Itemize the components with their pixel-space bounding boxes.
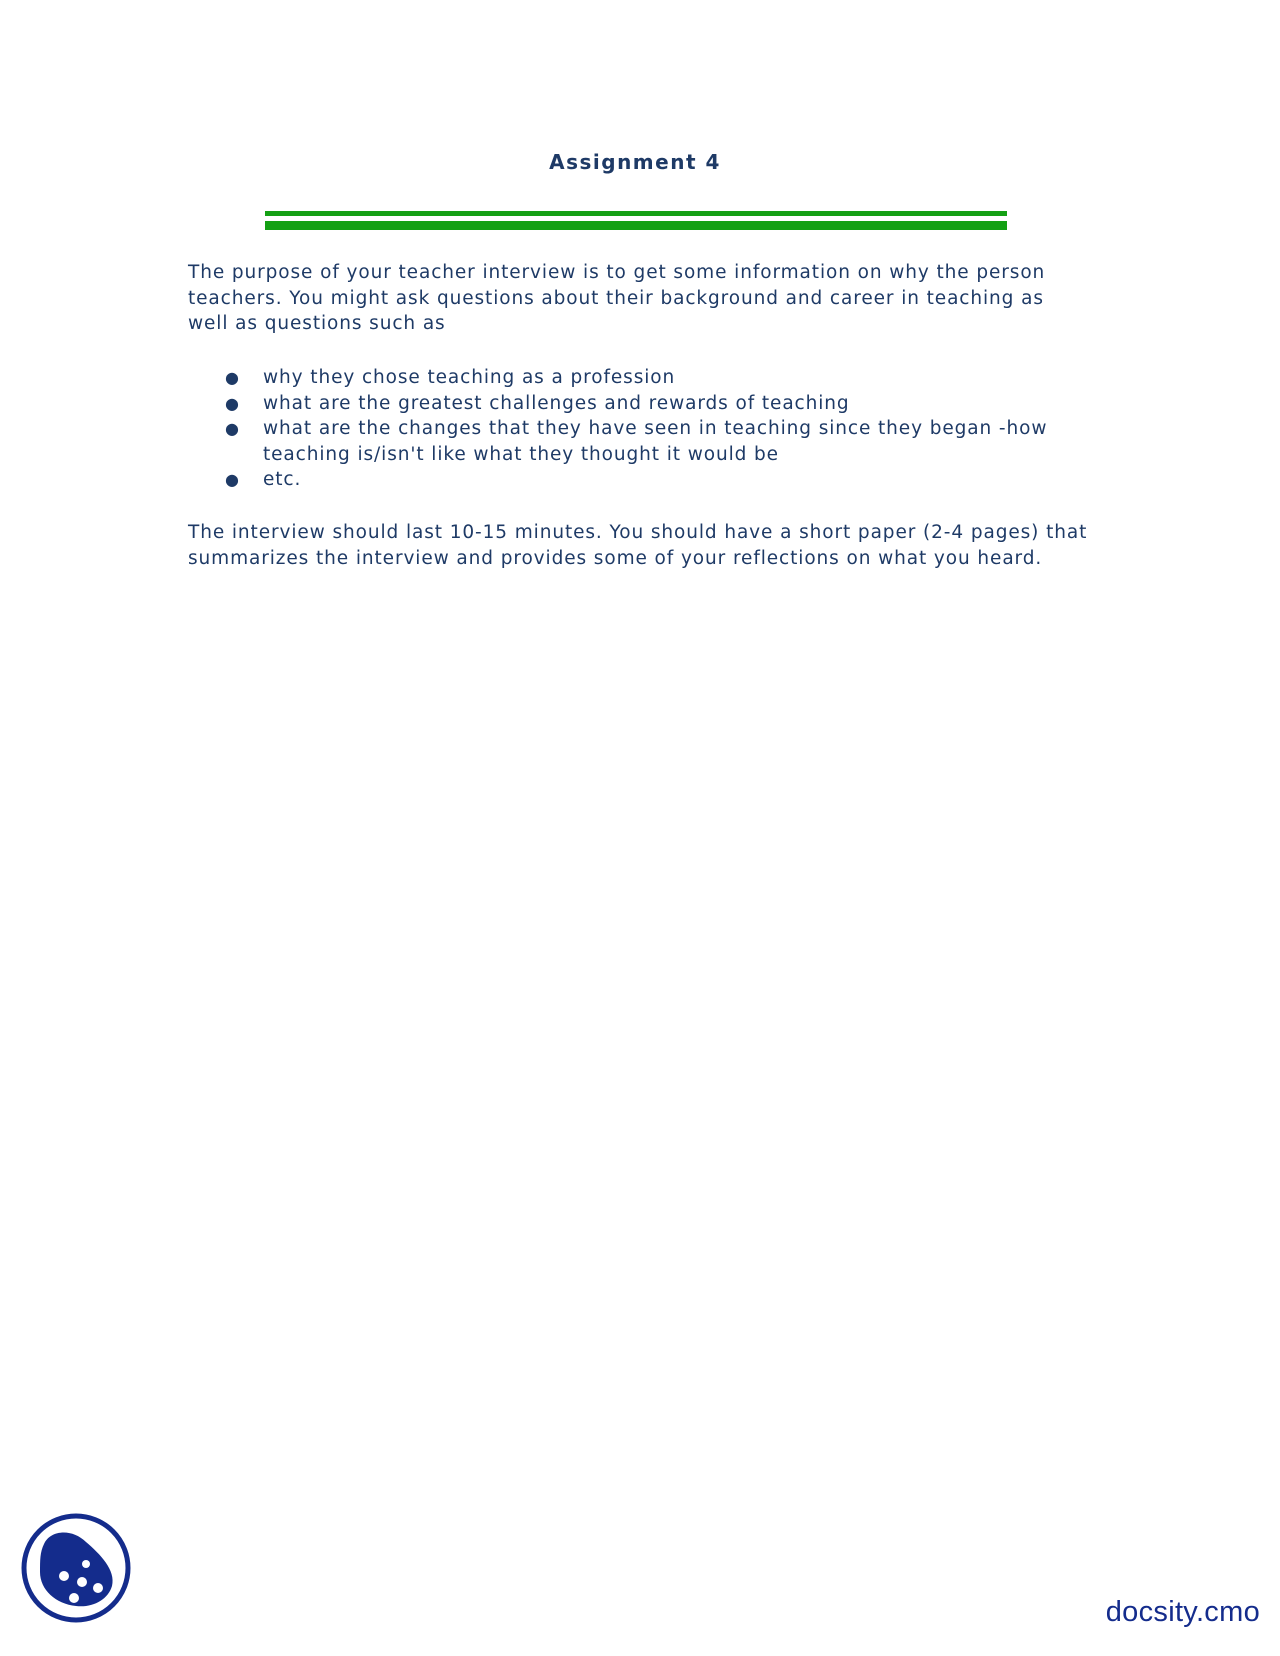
- list-item: [0, 416, 1083, 467]
- document-title: Assignment 4: [549, 150, 721, 174]
- list-item: [0, 365, 1083, 391]
- bullet-icon: ●: [225, 470, 240, 489]
- title-divider-thin: [265, 211, 1007, 216]
- intro-paragraph: The purpose of your teacher interview is to get some information on why the person teachers. You might ask questions about their background and career in teaching as well as questions such as: [188, 262, 1046, 334]
- list-item-text: etc.: [263, 469, 302, 490]
- bullet-icon: ●: [225, 368, 240, 387]
- closing-paragraph: The interview should last 10-15 minutes. You should have a short paper (2-4 pages) that summarizes the interview and provides some of your reflections on what you heard.: [188, 522, 1088, 569]
- question-list: [0, 365, 1280, 493]
- bullet-icon: ●: [225, 393, 240, 413]
- docsity-logo-icon: [20, 1512, 132, 1624]
- docsity-brand-text[interactable]: docsity.cmo: [1105, 1596, 1260, 1628]
- list-item-text: why they chose teaching as a profession: [263, 367, 676, 388]
- list-item-text: what are the greatest challenges and rewards of teaching: [263, 392, 850, 414]
- bullet-icon: ●: [225, 419, 240, 438]
- list-item: [0, 391, 1083, 417]
- list-item-text: what are the changes that they have seen in teaching since they began -how teaching is/isn't like what they thought it would be: [263, 418, 1048, 465]
- title-divider-thick: [265, 221, 1007, 230]
- list-item: [0, 467, 1083, 493]
